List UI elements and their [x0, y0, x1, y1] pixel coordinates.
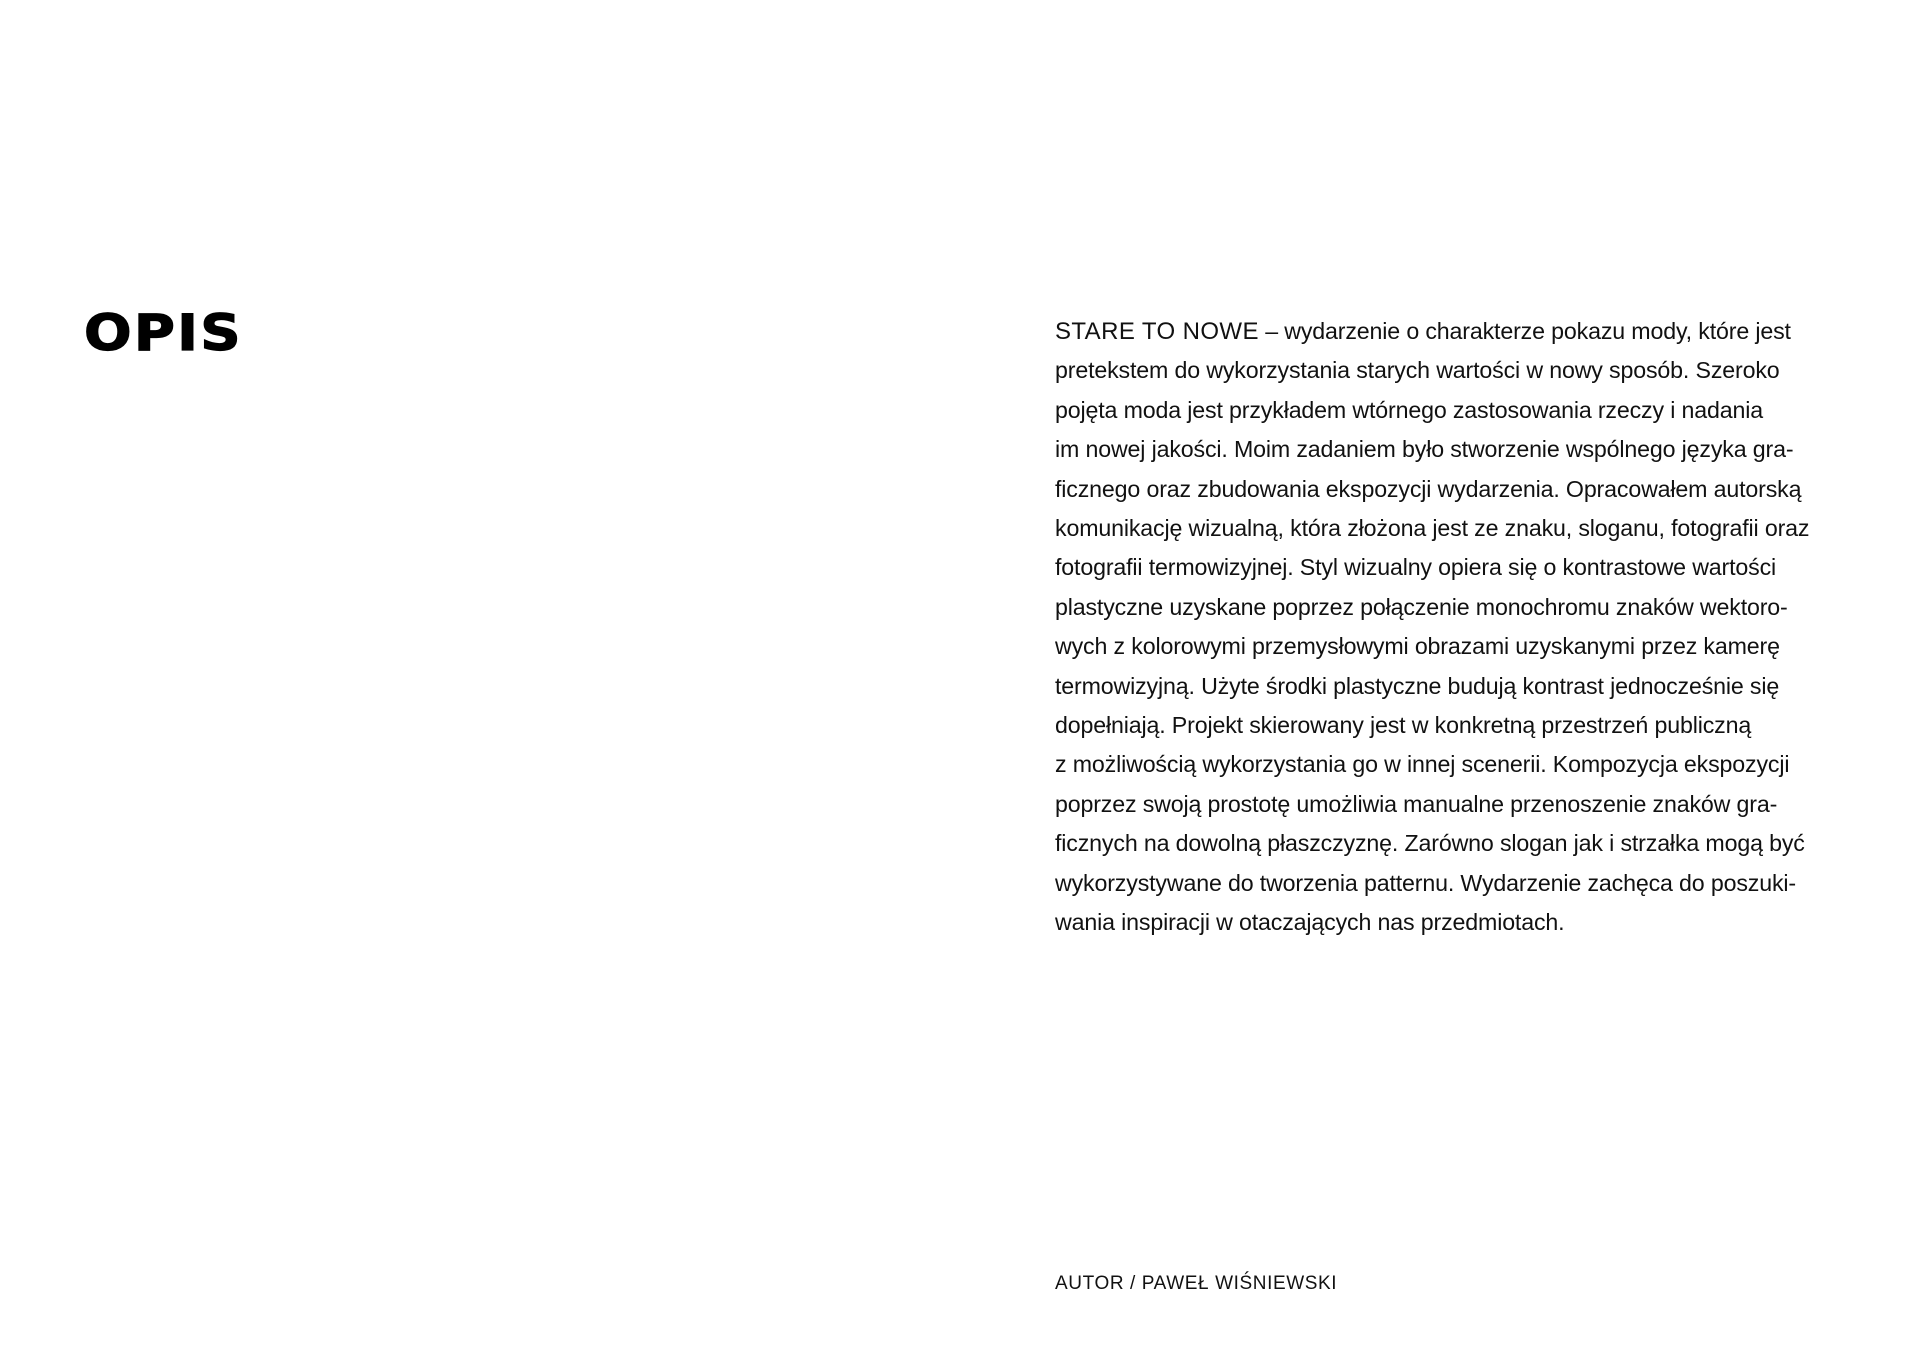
text-line: dopełniają. Projekt skierowany jest w konkretną przestrzeń publiczną [1055, 712, 1752, 739]
text-line: fotografii termowizyjnej. Styl wizualny opiera się o kontrastowe wartości [1055, 554, 1777, 581]
text-line [1055, 312, 1865, 351]
text-line: ficznych na dowolną płaszczyznę. Zarówno slogan jak i strzałka mogą być [1055, 830, 1805, 857]
event-name: STARE TO NOWE [1055, 318, 1259, 345]
text-line: ficznego oraz zbudowania ekspozycji wydarzenia. Opracowałem autorską [1055, 475, 1802, 502]
text-line: pretekstem do wykorzystania starych wartości w nowy sposób. Szeroko [1055, 357, 1780, 384]
text-line: termowizyjną. Użyte środki plastyczne budują kontrast jednocześnie się [1055, 672, 1780, 699]
text-line: poprzez swoją prostotę umożliwia manualne przenoszenie znaków gra- [1055, 790, 1778, 817]
text-line: plastyczne uzyskane poprzez połączenie monochromu znaków wektoro- [1055, 593, 1788, 620]
text-line: pojęta moda jest przykładem wtórnego zastosowania rzeczy i nadania [1055, 396, 1764, 423]
description-text [1055, 312, 1865, 943]
page-title: OPIS [84, 304, 243, 362]
text-line: z możliwością wykorzystania go w innej scenerii. Kompozycja ekspozycji [1055, 751, 1790, 778]
text-line-content: – wydarzenie o charakterze pokazu mody, które jest [1258, 318, 1791, 344]
text-line: wania inspiracji w otaczających nas przedmiotach. [1055, 909, 1565, 936]
text-line: wykorzystywane do tworzenia patternu. Wydarzenie zachęca do poszuki- [1055, 869, 1796, 896]
text-line: wych z kolorowymi przemysłowymi obrazami uzyskanymi przez kamerę [1055, 633, 1780, 660]
author-credit: AUTOR / PAWEŁ WIŚNIEWSKI [1055, 1273, 1338, 1294]
text-line: komunikację wizualną, która złożona jest ze znaku, sloganu, fotografii oraz [1055, 515, 1810, 542]
text-line: im nowej jakości. Moim zadaniem było stworzenie wspólnego języka gra- [1055, 436, 1794, 463]
